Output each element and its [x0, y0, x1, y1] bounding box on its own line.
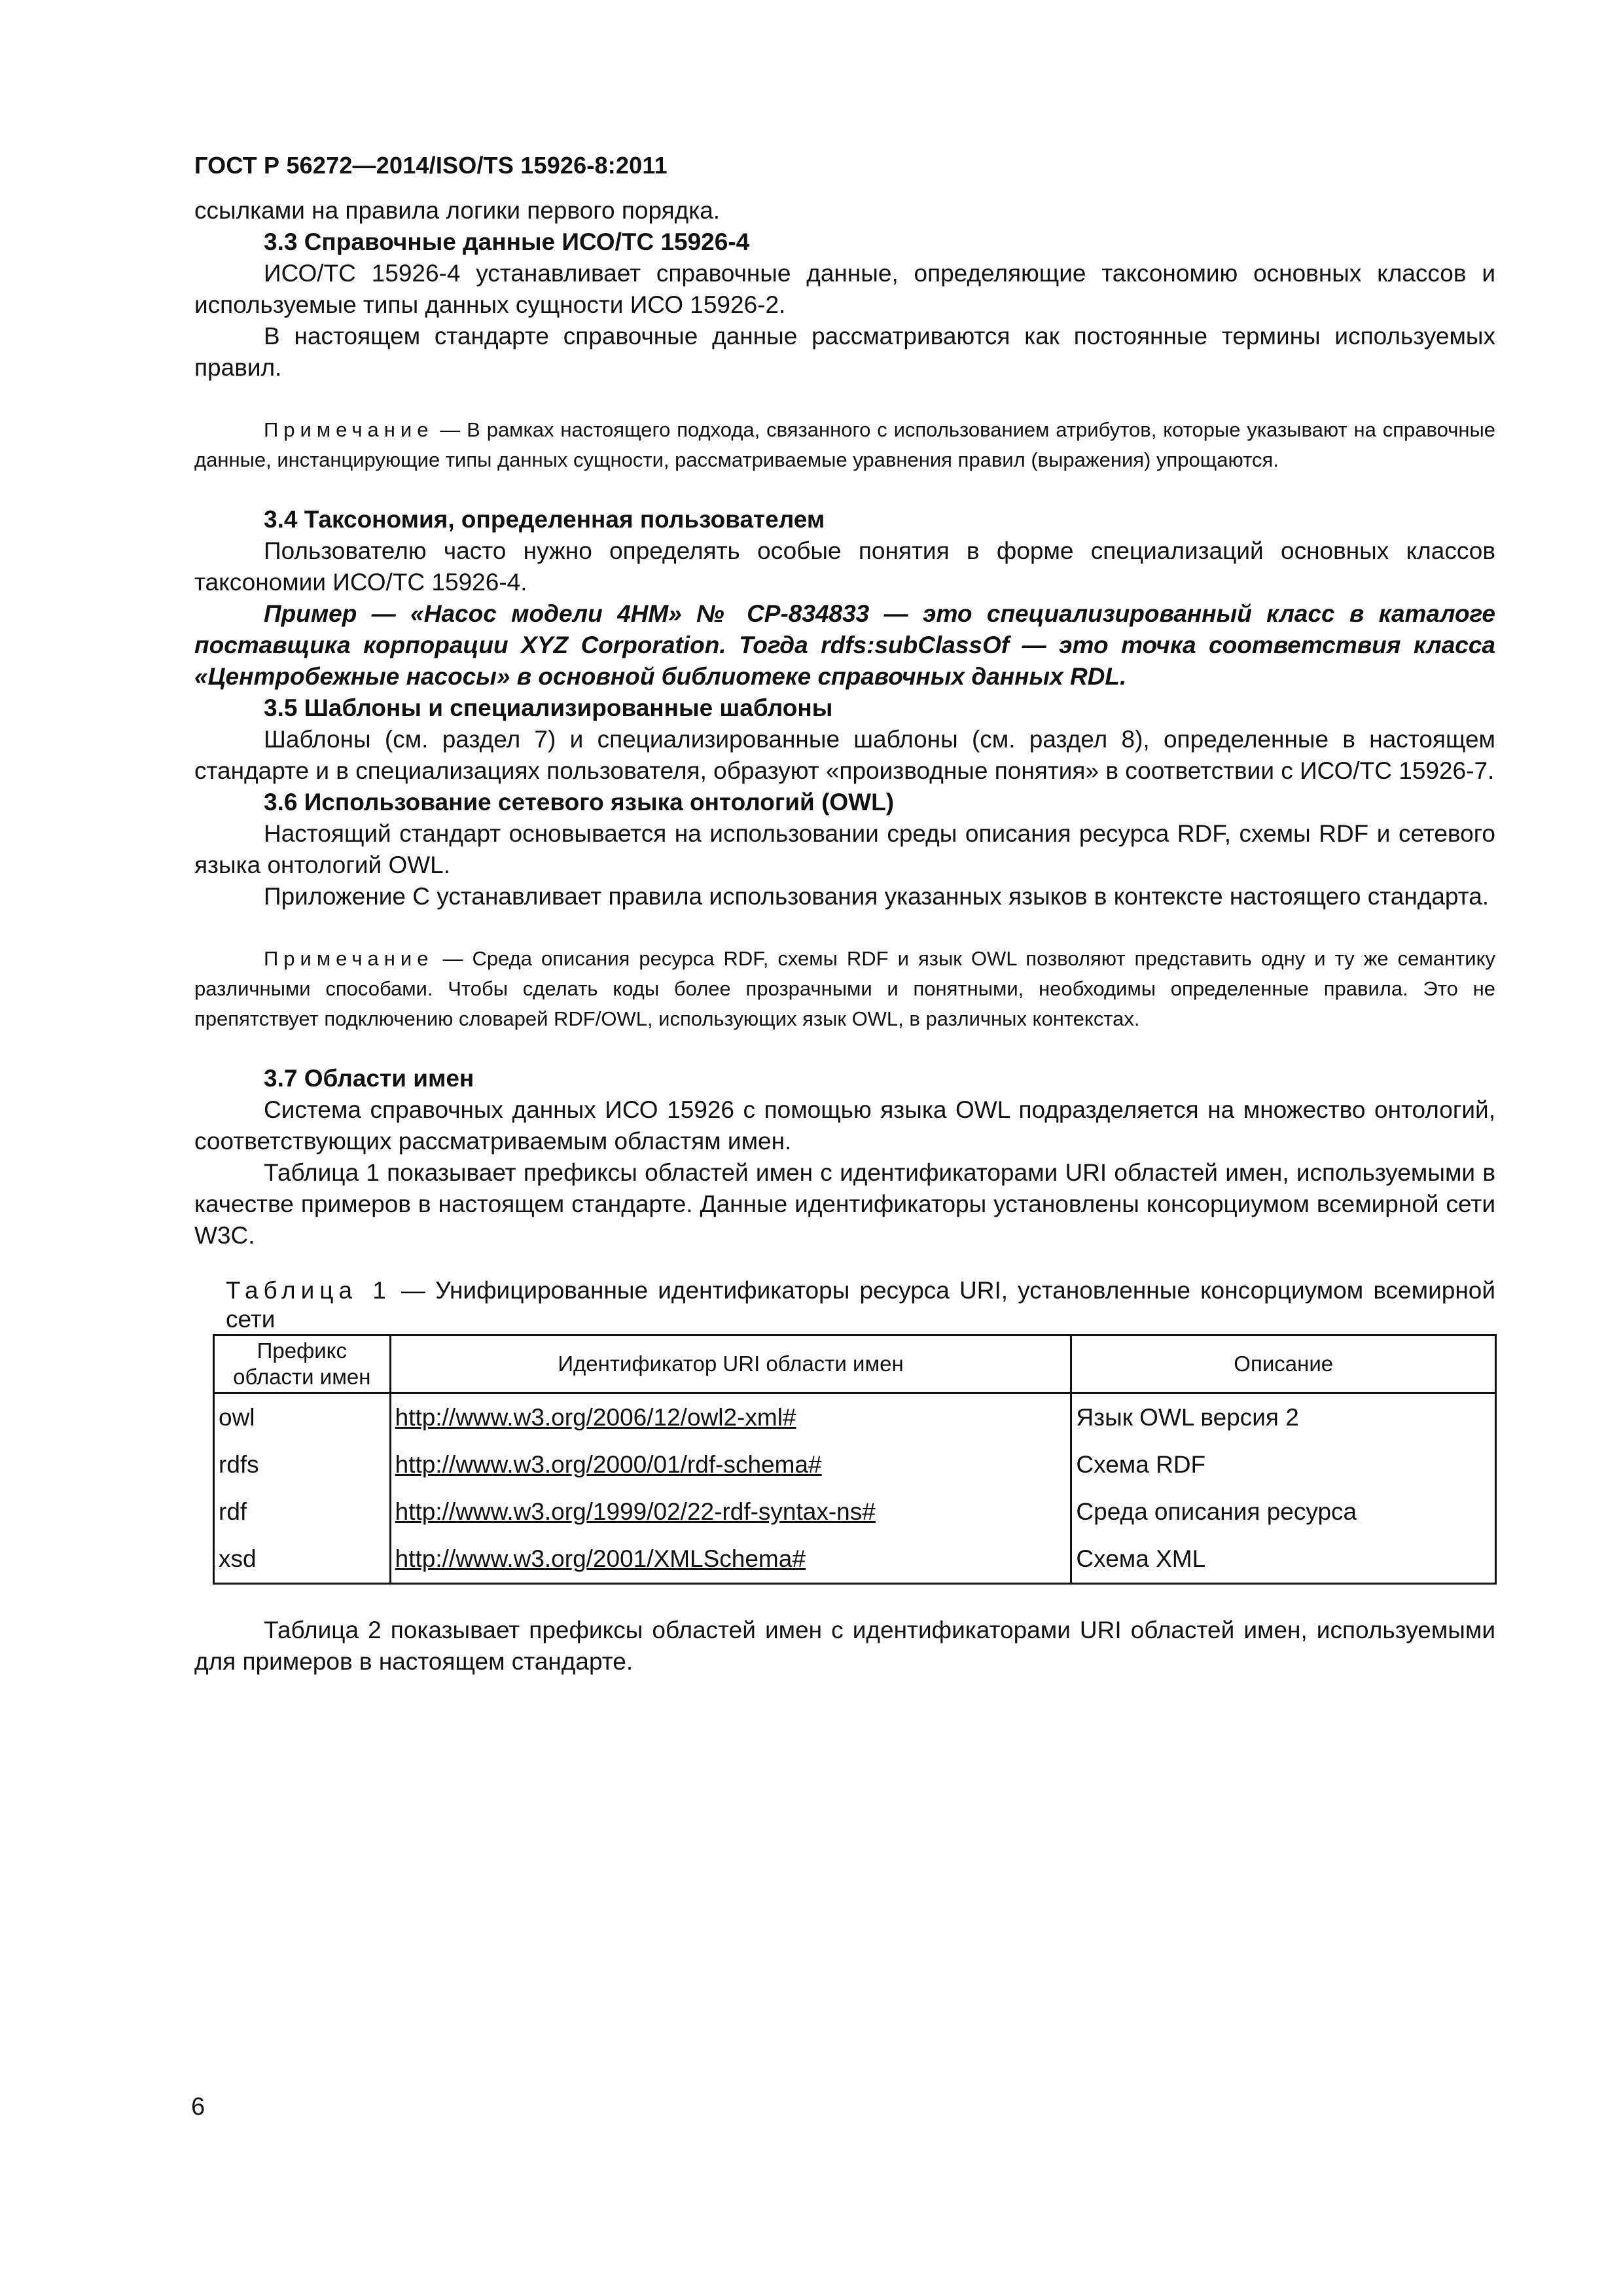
- uri-link[interactable]: http://www.w3.org/2006/12/owl2-xml#: [395, 1404, 796, 1431]
- note-1: [194, 415, 1495, 475]
- cell-uri: [390, 1441, 1071, 1488]
- cell-description: Среда описания ресурса: [1071, 1488, 1496, 1535]
- cell-uri: [390, 1535, 1071, 1584]
- section-3-5-heading: 3.5 Шаблоны и специализированные шаблоны: [264, 694, 833, 721]
- table-1: [213, 1334, 1497, 1585]
- after-table-paragraph: Таблица 2 показывает префиксы областей имен с идентификаторами URI областей имен, используемыми для примеров в настоящем стандарте.: [194, 1617, 1495, 1675]
- table-row: [214, 1441, 1496, 1488]
- cell-prefix: owl: [214, 1393, 391, 1442]
- note-2: [194, 944, 1495, 1034]
- note-1-label: Примечание: [264, 418, 434, 441]
- cell-uri: [390, 1488, 1071, 1535]
- section-3-6-paragraph-1: Настоящий стандарт основывается на использовании среды описания ресурса RDF, схемы RDF и сетевого языка онтологий OWL.: [194, 820, 1495, 878]
- table-row: [214, 1488, 1496, 1535]
- section-3-3-paragraph-1: ИСО/ТС 15926-4 устанавливает справочные данные, определяющие таксономию основных классов и используемые типы данных сущности ИСО 15926-2.: [194, 260, 1495, 318]
- cell-description: Схема XML: [1071, 1535, 1496, 1584]
- cell-prefix: xsd: [214, 1535, 391, 1584]
- cell-uri: [390, 1393, 1071, 1442]
- column-header-description: Описание: [1071, 1335, 1496, 1393]
- cell-description: Схема RDF: [1071, 1441, 1496, 1488]
- cell-prefix: rdfs: [214, 1441, 391, 1488]
- section-3-6-heading: 3.6 Использование сетевого языка онтологий (OWL): [264, 789, 895, 816]
- table-1-caption: [226, 1276, 1495, 1334]
- table-row: [214, 1535, 1496, 1584]
- note-2-text: — Среда описания ресурса RDF, схемы RDF и язык OWL позволяют представить одну и ту же семантику различными способами. Чтобы сделать коды более прозрачными и понятными, необходимы определенные правила. Это не препятствует подключению словарей RDF/OWL, использующих язык OWL, в различных контекстах.: [194, 947, 1495, 1030]
- cell-prefix: rdf: [214, 1488, 391, 1535]
- section-3-4-heading: 3.4 Таксономия, определенная пользователем: [264, 506, 825, 533]
- section-3-7-paragraph-1: Система справочных данных ИСО 15926 с помощью языка OWL подразделяется на множество онтологий, соответствующих рассматриваемым областям имен.: [194, 1096, 1495, 1155]
- document-header: ГОСТ Р 56272—2014/ISO/TS 15926-8:2011: [194, 152, 668, 179]
- page-number: 6: [191, 2093, 205, 2121]
- table-header-row: [214, 1335, 1496, 1393]
- intro-line: ссылками на правила логики первого порядка.: [194, 197, 721, 224]
- section-3-4-paragraph-1: Пользователю часто нужно определять особые понятия в форме специализаций основных классов таксономии ИСО/ТС 15926-4.: [194, 537, 1495, 596]
- section-3-3-heading: 3.3 Справочные данные ИСО/ТС 15926-4: [264, 228, 750, 255]
- note-2-label: Примечание: [264, 947, 434, 970]
- table-1-caption-text: — Унифицированные идентификаторы ресурса URI, установленные консорциумом всемирной сети: [226, 1277, 1495, 1333]
- section-3-7-paragraph-2: Таблица 1 показывает префиксы областей имен с идентификаторами URI областей имен, используемыми в качестве примеров в настоящем стандарте. Данные идентификаторы установлены консорциумом всемирной сети W3C.: [194, 1159, 1495, 1249]
- section-3-4-example: Пример — «Насос модели 4НМ» № СР-834833 — это специализированный класс в каталоге поставщика корпорации XYZ Corporation. Тогда rdfs:subClassOf — это точка соответствия класса «Центробежные насосы» в основной библиотеке справочных данных RDL.: [194, 600, 1495, 690]
- table-row: [214, 1393, 1496, 1442]
- table-1-caption-label: Таблица 1: [226, 1277, 391, 1304]
- uri-link[interactable]: http://www.w3.org/2001/XMLSchema#: [395, 1545, 806, 1572]
- section-3-5-paragraph-1: Шаблоны (см. раздел 7) и специализированные шаблоны (см. раздел 8), определенные в настоящем стандарте и в специализациях пользователя, образуют «производные понятия» в соответствии с ИСО/ТС 15926-7.: [194, 726, 1495, 784]
- section-3-7-heading: 3.7 Области имен: [264, 1065, 474, 1092]
- cell-description: Язык OWL версия 2: [1071, 1393, 1496, 1442]
- document-body: [194, 195, 1495, 1677]
- column-header-prefix: Префикс области имен: [214, 1335, 391, 1393]
- uri-link[interactable]: http://www.w3.org/2000/01/rdf-schema#: [395, 1451, 822, 1478]
- note-1-text: — В рамках настоящего подхода, связанного с использованием атрибутов, которые указывают на справочные данные, инстанцирующие типы данных сущности, рассматриваемые уравнения правил (выражения) упрощаются.: [194, 418, 1495, 471]
- column-header-uri: Идентификатор URI области имен: [390, 1335, 1071, 1393]
- uri-link[interactable]: http://www.w3.org/1999/02/22-rdf-syntax-ns#: [395, 1498, 876, 1525]
- section-3-3-paragraph-2: В настоящем стандарте справочные данные рассматриваются как постоянные термины используемых правил.: [194, 323, 1495, 381]
- section-3-6-paragraph-2: Приложение С устанавливает правила использования указанных языков в контексте настоящего стандарта.: [264, 883, 1489, 910]
